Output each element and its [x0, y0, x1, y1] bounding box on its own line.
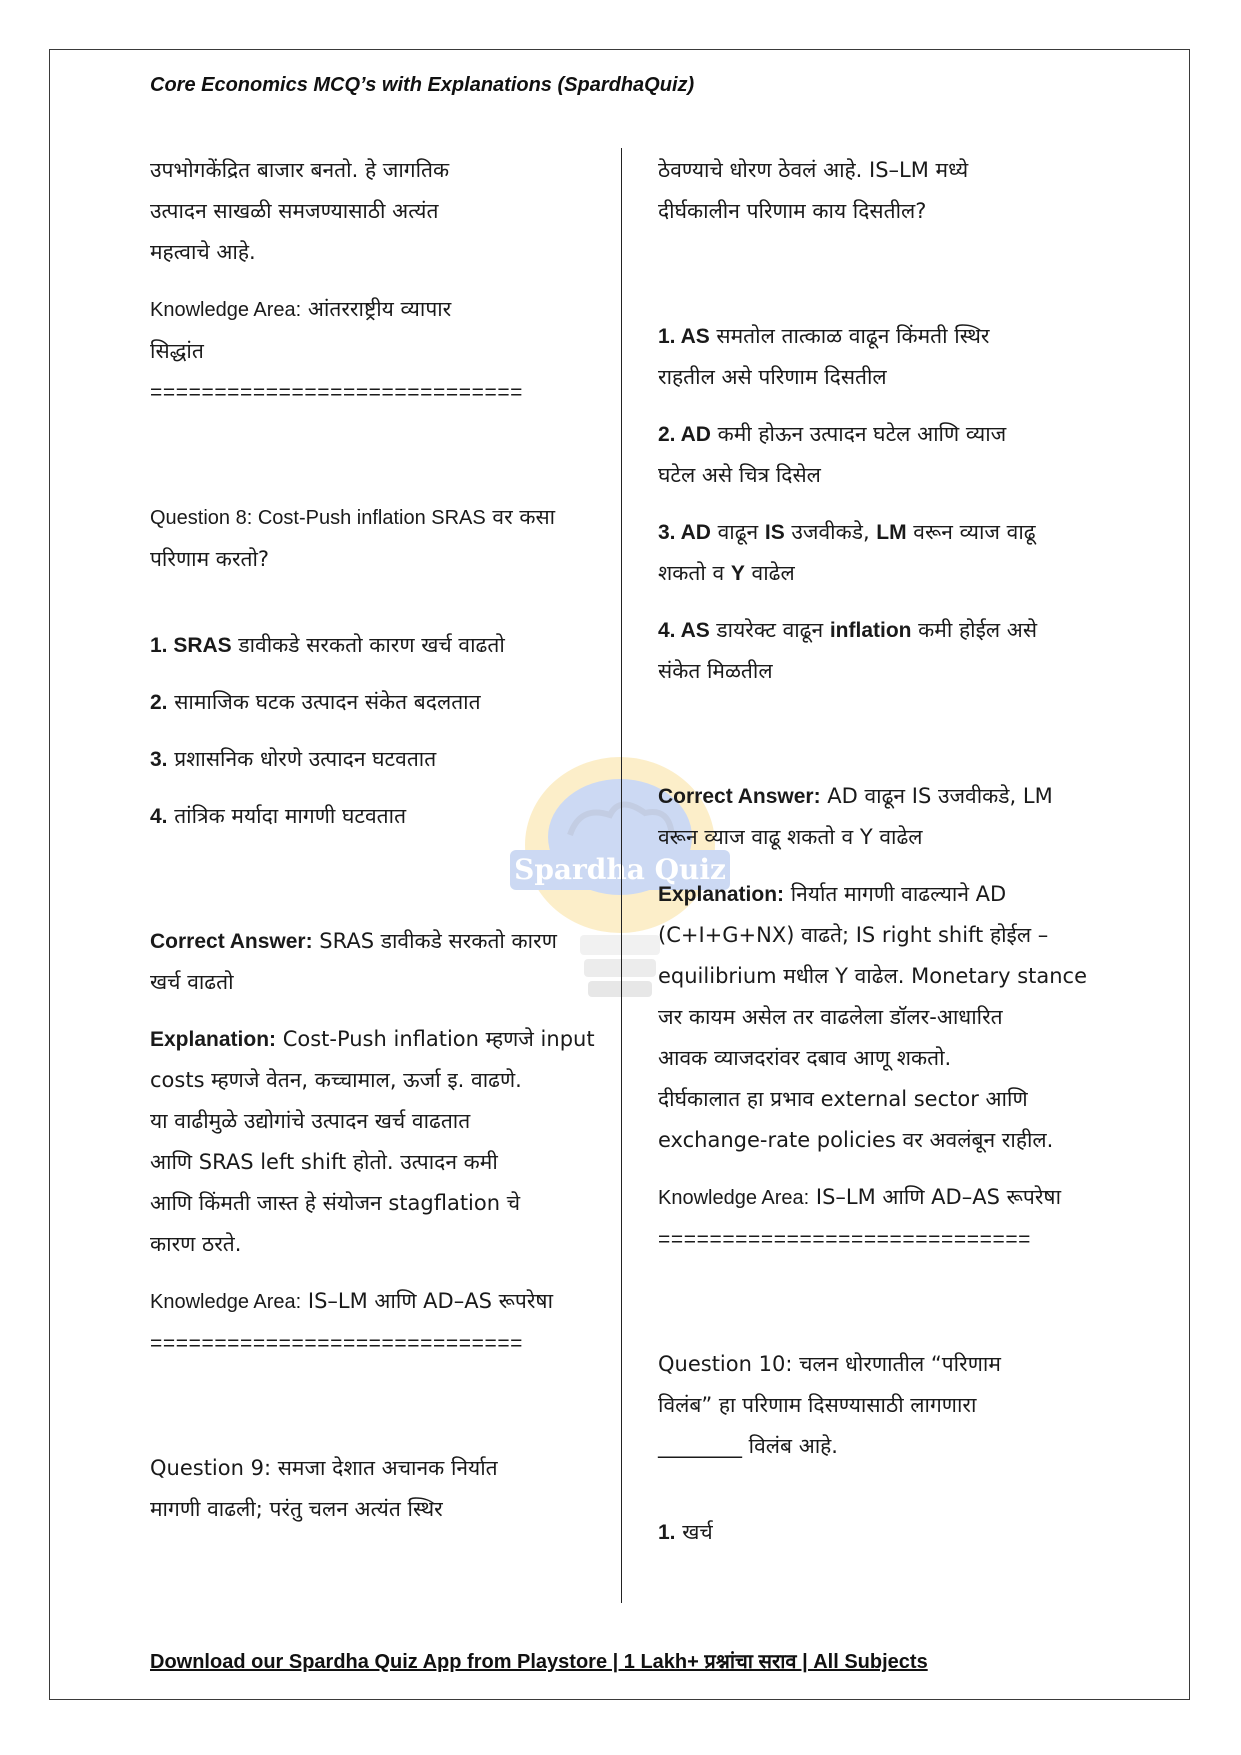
knowledge-area-text: आंतरराष्ट्रीय व्यापार — [301, 297, 452, 321]
question-text: ठेवण्याचे धोरण ठेवलं आहे. IS–LM मध्ये — [658, 158, 969, 182]
question-text: दीर्घकालीन परिणाम काय दिसतील? — [658, 199, 927, 223]
knowledge-area-label: Knowledge Area: — [150, 1291, 302, 1313]
explanation-text: दीर्घकालात हा प्रभाव external sector आणि — [658, 1087, 1028, 1111]
explanation-text: equilibrium मधील Y वाढेल. Monetary stance — [658, 964, 1088, 988]
explanation-text: आणि SRAS left shift होतो. उत्पादन कमी — [150, 1150, 498, 1174]
option-text: सामाजिक घटक उत्पादन संकेत बदलतात — [167, 690, 481, 714]
correct-answer — [658, 776, 1103, 817]
correct-answer-text: AD वाढून IS उजवीकडे, LM — [820, 784, 1053, 808]
correct-answer-label: Correct Answer: — [150, 930, 313, 953]
option-text: डावीकडे सरकतो कारण खर्च वाढतो — [231, 633, 505, 657]
correct-answer-text: SRAS डावीकडे सरकतो कारण — [312, 929, 557, 953]
option-text: राहतील असे परिणाम दिसतील — [658, 365, 887, 389]
option-text: वाढेल — [744, 561, 795, 585]
explanation-text: Cost-Push inflation म्हणजे input — [276, 1027, 595, 1051]
option-2 — [658, 414, 1103, 455]
option-text: खर्च — [675, 1520, 713, 1544]
correct-answer-text: वरून व्याज वाढू शकतो व Y वाढेल — [658, 825, 923, 849]
option-text: तांत्रिक मर्यादा मागणी घटवतात — [167, 804, 407, 828]
option-text: वरून व्याज वाढू — [906, 520, 1036, 544]
question-text: वर कसा — [485, 505, 556, 529]
right-column — [658, 150, 1103, 1553]
explanation-text: या वाढीमुळे उद्योगांचे उत्पादन खर्च वाढतात — [150, 1109, 471, 1133]
option-1 — [658, 1512, 1103, 1553]
option-text: डायरेक्ट वाढून — [709, 618, 830, 642]
explanation-text: कारण ठरते. — [150, 1232, 242, 1256]
option-text: घटेल असे चित्र दिसेल — [658, 463, 821, 487]
option-3 — [150, 739, 595, 780]
intro-line: उत्पादन साखळी समजण्यासाठी अत्यंत — [150, 199, 439, 223]
option-number: 1. — [658, 1521, 676, 1544]
option-number: 1. SRAS — [150, 634, 232, 657]
explanation-label: Explanation: — [150, 1028, 277, 1051]
option-text: कमी होऊन उत्पादन घटेल आणि व्याज — [710, 422, 1007, 446]
option-2 — [150, 682, 595, 723]
intro-line: उपभोगकेंद्रित बाजार बनतो. हे जागतिक — [150, 158, 450, 182]
explanation-label: Explanation: — [658, 883, 785, 906]
option-term: Y — [730, 562, 745, 585]
question-10: Question 10: चलन धोरणातील “परिणाम — [658, 1352, 1001, 1376]
knowledge-area — [658, 1177, 1103, 1219]
option-number: 3. AD — [658, 521, 711, 544]
option-text: प्रशासनिक धोरणे उत्पादन घटवतात — [167, 747, 437, 771]
question-label: Question 8: Cost-Push inflation SRAS — [150, 507, 486, 529]
option-number: 4. — [150, 805, 168, 828]
option-text: संकेत मिळतील — [658, 659, 773, 683]
option-term: LM — [876, 521, 907, 544]
knowledge-area-text: IS–LM आणि AD–AS रूपरेषा — [301, 1289, 554, 1313]
option-1 — [658, 316, 1103, 357]
question-text: मागणी वाढली; परंतु चलन अत्यंत स्थिर — [150, 1497, 443, 1521]
knowledge-area — [150, 289, 595, 331]
separator: ============================= — [658, 1228, 1032, 1251]
option-1 — [150, 625, 595, 666]
knowledge-area-text: सिद्धांत — [150, 339, 204, 363]
option-number: 1. AS — [658, 325, 710, 348]
explanation-text: exchange-rate policies वर अवलंबून राहील. — [658, 1128, 1054, 1152]
explanation — [658, 874, 1103, 915]
option-text: शकतो व — [658, 561, 731, 585]
explanation — [150, 1019, 595, 1060]
intro-line: महत्वाचे आहे. — [150, 240, 256, 264]
explanation-text: जर कायम असेल तर वाढलेला डॉलर-आधारित — [658, 1005, 1003, 1029]
left-column — [150, 150, 595, 1530]
explanation-text: आवक व्याजदरांवर दबाव आणू शकतो. — [658, 1046, 952, 1070]
option-text: समतोल तात्काळ वाढून किंमती स्थिर — [709, 324, 990, 348]
correct-answer-text: खर्च वाढतो — [150, 970, 234, 994]
question-8 — [150, 497, 595, 539]
option-number: 3. — [150, 748, 168, 771]
option-term: inflation — [829, 619, 912, 642]
question-9: Question 9: समजा देशात अचानक निर्यात — [150, 1456, 498, 1480]
question-text: विलंब” हा परिणाम दिसण्यासाठी लागणारा — [658, 1393, 977, 1417]
knowledge-area-label: Knowledge Area: — [658, 1187, 810, 1209]
separator: ============================= — [150, 1332, 524, 1355]
question-text: ________ विलंब आहे. — [658, 1434, 838, 1458]
option-line — [658, 553, 1103, 594]
option-text: वाढून — [710, 520, 765, 544]
explanation-text: costs म्हणजे वेतन, कच्चामाल, ऊर्जा इ. वाढणे. — [150, 1068, 522, 1092]
option-number: 2. — [150, 691, 168, 714]
explanation-text: आणि किंमती जास्त हे संयोजन stagflation चे — [150, 1191, 521, 1215]
option-number: 4. AS — [658, 619, 710, 642]
page-header: Core Economics MCQ’s with Explanations (SpardhaQuiz) — [150, 74, 695, 96]
knowledge-area-label: Knowledge Area: — [150, 299, 302, 321]
option-text: उजवीकडे, — [784, 520, 877, 544]
option-4 — [658, 610, 1103, 651]
knowledge-area-text: IS–LM आणि AD–AS रूपरेषा — [809, 1185, 1062, 1209]
column-divider — [621, 148, 622, 1603]
question-text: परिणाम करतो? — [150, 547, 270, 571]
correct-answer — [150, 921, 595, 962]
correct-answer-label: Correct Answer: — [658, 785, 821, 808]
explanation-text: निर्यात मागणी वाढल्याने AD — [784, 882, 1007, 906]
explanation-text: (C+I+G+NX) वाढते; IS right shift होईल – — [658, 923, 1049, 947]
separator: ============================= — [150, 381, 524, 404]
option-number: 2. AD — [658, 423, 711, 446]
option-3 — [658, 512, 1103, 553]
option-term: IS — [764, 521, 785, 544]
footer-app-link[interactable]: Download our Spardha Quiz App from Playstore | 1 Lakh+ प्रश्नांचा सराव | All Subjects — [150, 1651, 928, 1673]
knowledge-area — [150, 1281, 595, 1323]
watermark-text: Spardha Quiz — [514, 853, 726, 886]
option-4 — [150, 796, 595, 837]
option-text: कमी होईल असे — [911, 618, 1038, 642]
